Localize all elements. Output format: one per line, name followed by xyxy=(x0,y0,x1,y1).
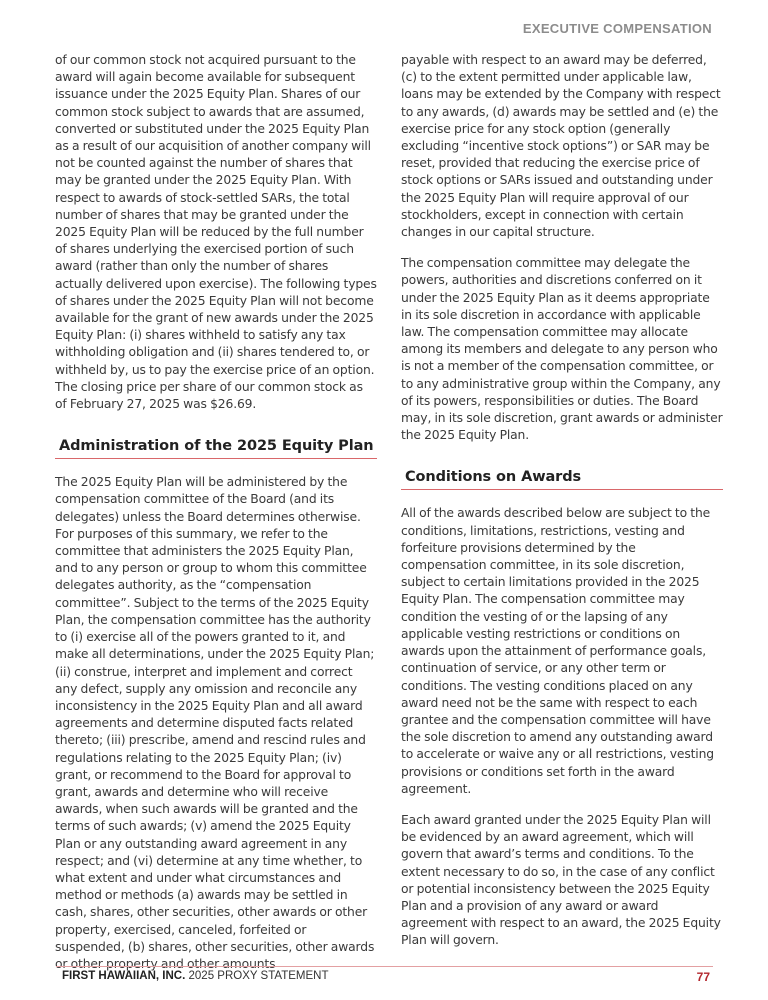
right-column xyxy=(401,52,723,964)
administration-paragraph: The 2025 Equity Plan will be administered by the compensation committee of the Board (and its delegates) unless the Board determines otherwise. For purposes of this summary, we refer to the committee that administers the 2025 Equity Plan, and to any person or group to whom this committee delegates authority, as the “compensation committee”. Subject to the terms of the 2025 Equity Plan, the compensation committee has the authority to (i) exercise all of the powers granted to it, and make all determinations, under the 2025 Equity Plan; (ii) construe, interpret and implement and correct any defect, supply any omission and reconcile any inconsistency in the 2025 Equity Plan and all award agreements and determine disputed facts related thereto; (iii) prescribe, amend and rescind rules and regulations relating to the 2025 Equity Plan; (iv) grant, or recommend to the Board for approval to grant, awards and determine who will receive awards, when such awards will be granted and the terms of such awards; (v) amend the 2025 Equity Plan or any outstanding award agreement in any respect; and (vi) determine at any time whether, to what extent and under what circumstances and method or methods (a) awards may be settled in cash, shares, other securities, other awards or other property, exercised, canceled, forfeited or suspended, (b) shares, other securities, other awards or other property and other amounts xyxy=(55,475,375,971)
conditions-paragraph-2: Each award granted under the 2025 Equity Plan will be evidenced by an award agreement, which will govern that award’s terms and conditions. To the extent necessary to do so, in the case of any conflict or potential inconsistency between the 2025 Equity Plan and a provision of any award or award agreement with respect to an award, the 2025 Equity Plan will govern. xyxy=(401,812,721,948)
continuation-paragraph: payable with respect to an award may be deferred, (c) to the extent permitted under applicable law, loans may be extended by the Company with respect to any awards, (d) awards may be settled and (e) the exercise price for any stock option (generally excluding “incentive stock options”) or SAR may be reset, provided that reducing the exercise price of stock options or SARs issued and outstanding under the 2025 Equity Plan will require approval of our stockholders, except in connection with certain changes in our capital structure. xyxy=(401,53,721,240)
intro-paragraph: of our common stock not acquired pursuant to the award will again become available for subsequent issuance under the 2025 Equity Plan. Shares of our common stock subject to awards that are assumed, converted or substituted under the 2025 Equity Plan as a result of our acquisition of another company will not be counted against the number of shares that may be granted under the 2025 Equity Plan. With respect to awards of stock-settled SARs, the total number of shares that may be granted under the 2025 Equity Plan will be reduced by the full number of shares underlying the exercised portion of such award (rather than only the number of shares actually delivered upon exercise). The following types of shares under the 2025 Equity Plan will not become available for the grant of new awards under the 2025 Equity Plan: (i) shares withheld to satisfy any tax withholding obligation and (ii) shares tendered to, or withheld by, us to pay the exercise price of an option. The closing price per share of our common stock as of February 27, 2025 was $26.69. xyxy=(55,53,377,412)
footer-document-title xyxy=(62,970,328,982)
delegation-paragraph: The compensation committee may delegate the powers, authorities and discretions conferred on it under the 2025 Equity Plan as it deems appropriate in its sole discretion in accordance with applicable law. The compensation committee may allocate among its members and delegate to any person who is not a member of the compensation committee, or to any administrative group within the Company, any of its powers, responsibilities or duties. The Board may, in its sole discretion, grant awards or administer the 2025 Equity Plan. xyxy=(401,256,723,443)
page-number: 77 xyxy=(696,970,710,984)
footer-divider xyxy=(56,966,713,967)
administration-heading: Administration of the 2025 Equity Plan xyxy=(55,438,377,459)
left-column xyxy=(55,52,377,987)
conditions-paragraph-1: All of the awards described below are subject to the conditions, limitations, restrictions, vesting and forfeiture provisions determined by the compensation committee, in its sole discretion, subject to certain limitations provided in the 2025 Equity Plan. The compensation committee may condition the vesting of or the lapsing of any applicable vesting restrictions or conditions on awards upon the attainment of performance goals, continuation of service, or any other term or conditions. The vesting conditions placed on any award need not be the same with respect to each grantee and the compensation committee will have the sole discretion to amend any outstanding award to accelerate or waive any or all restrictions, vesting provisions or conditions set forth in the award agreement. xyxy=(401,506,714,796)
running-header-section-label: EXECUTIVE COMPENSATION xyxy=(522,21,712,36)
footer-document-name: 2025 PROXY STATEMENT xyxy=(185,970,329,982)
footer-company-name: FIRST HAWAIIAN, INC. xyxy=(62,970,186,982)
conditions-heading: Conditions on Awards xyxy=(401,469,723,490)
